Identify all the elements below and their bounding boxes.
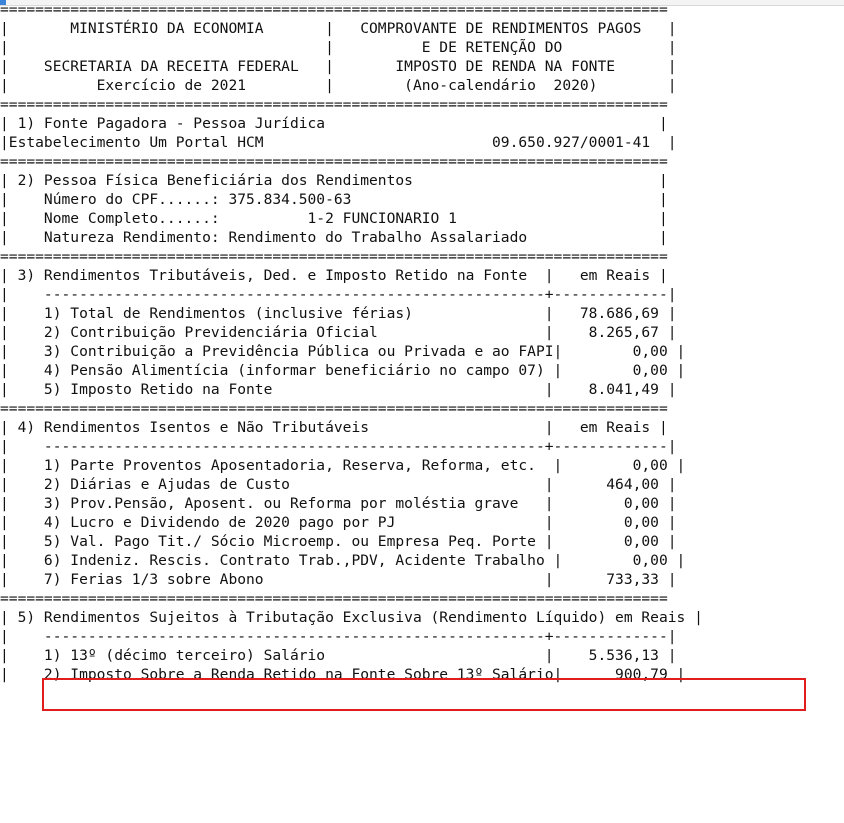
header-line-secretariat: | SECRETARIA DA RECEITA FEDERAL | IMPOSTO DE RENDA NA FONTE | bbox=[0, 58, 677, 75]
section-4-title: | 4) Rendimentos Isentos e Não Tributáveis | em Reais | bbox=[0, 419, 668, 436]
cpf-line: | Número do CPF......: 375.834.500-63 | bbox=[0, 191, 668, 208]
separator-line: ============================================================================ bbox=[0, 248, 668, 265]
table-row: | 5) Imposto Retido na Fonte | 8.041,49 | bbox=[0, 381, 677, 398]
separator-line: ============================================================================ bbox=[0, 153, 668, 170]
section-5-title: | 5) Rendimentos Sujeitos à Tributação Exclusiva (Rendimento Líquido) em Reais | bbox=[0, 609, 703, 626]
full-name-line: | Nome Completo......: 1-2 FUNCIONARIO 1 | bbox=[0, 210, 668, 227]
table-row: | 5) Val. Pago Tit./ Sócio Microemp. ou Empresa Peq. Porte | 0,00 | bbox=[0, 533, 677, 550]
table-rule-line: | ---------------------------------------------------------+-------------| bbox=[0, 438, 677, 455]
table-row: | 4) Lucro e Dividendo de 2020 pago por PJ | 0,00 | bbox=[0, 514, 677, 531]
section-2-title: | 2) Pessoa Física Beneficiária dos Rendimentos | bbox=[0, 172, 668, 189]
separator-line: ============================================================================ bbox=[0, 1, 668, 18]
table-rule-line: | ---------------------------------------------------------+-------------| bbox=[0, 286, 677, 303]
table-row: | 2) Imposto Sobre a Renda Retido na Fonte Sobre 13º Salário| 900,79 | bbox=[0, 666, 686, 683]
table-row: | 3) Prov.Pensão, Aposent. ou Reforma por moléstia grave | 0,00 | bbox=[0, 495, 677, 512]
table-row: | 2) Contribuição Previdenciária Oficial | 8.265,67 | bbox=[0, 324, 677, 341]
header-line-retention: | | E DE RETENÇÃO DO | bbox=[0, 39, 677, 56]
table-row: | 6) Indeniz. Rescis. Contrato Trab.,PDV, Acidente Trabalho | 0,00 | bbox=[0, 552, 686, 569]
section-3-title: | 3) Rendimentos Tributáveis, Ded. e Imposto Retido na Fonte | em Reais | bbox=[0, 267, 668, 284]
income-nature-line: | Natureza Rendimento: Rendimento do Trabalho Assalariado | bbox=[0, 229, 668, 246]
header-line-exercise: | Exercício de 2021 | (Ano-calendário 2020) | bbox=[0, 77, 677, 94]
table-row: | 4) Pensão Alimentícia (informar beneficiário no campo 07) | 0,00 | bbox=[0, 362, 686, 379]
table-row: | 3) Contribuição a Previdência Pública ou Privada e ao FAPI| 0,00 | bbox=[0, 343, 686, 360]
table-rule-line: | ---------------------------------------------------------+-------------| bbox=[0, 628, 677, 645]
separator-line: ============================================================================ bbox=[0, 96, 668, 113]
table-row: | 2) Diárias e Ajudas de Custo | 464,00 | bbox=[0, 476, 677, 493]
header-line-ministry: | MINISTÉRIO DA ECONOMIA | COMPROVANTE DE RENDIMENTOS PAGOS | bbox=[0, 20, 677, 37]
table-row: | 1) 13º (décimo terceiro) Salário | 5.536,13 | bbox=[0, 647, 677, 664]
separator-line: ============================================================================ bbox=[0, 400, 668, 417]
table-row: | 1) Total de Rendimentos (inclusive férias) | 78.686,69 | bbox=[0, 305, 677, 322]
separator-line: ============================================================================ bbox=[0, 590, 668, 607]
section-1-title: | 1) Fonte Pagadora - Pessoa Jurídica | bbox=[0, 115, 668, 132]
table-row-highlighted: | 7) Ferias 1/3 sobre Abono | 733,33 | bbox=[0, 571, 677, 588]
paying-source-line: |Estabelecimento Um Portal HCM 09.650.927/0001-41 | bbox=[0, 134, 677, 151]
table-row: | 1) Parte Proventos Aposentadoria, Reserva, Reforma, etc. | 0,00 | bbox=[0, 457, 686, 474]
